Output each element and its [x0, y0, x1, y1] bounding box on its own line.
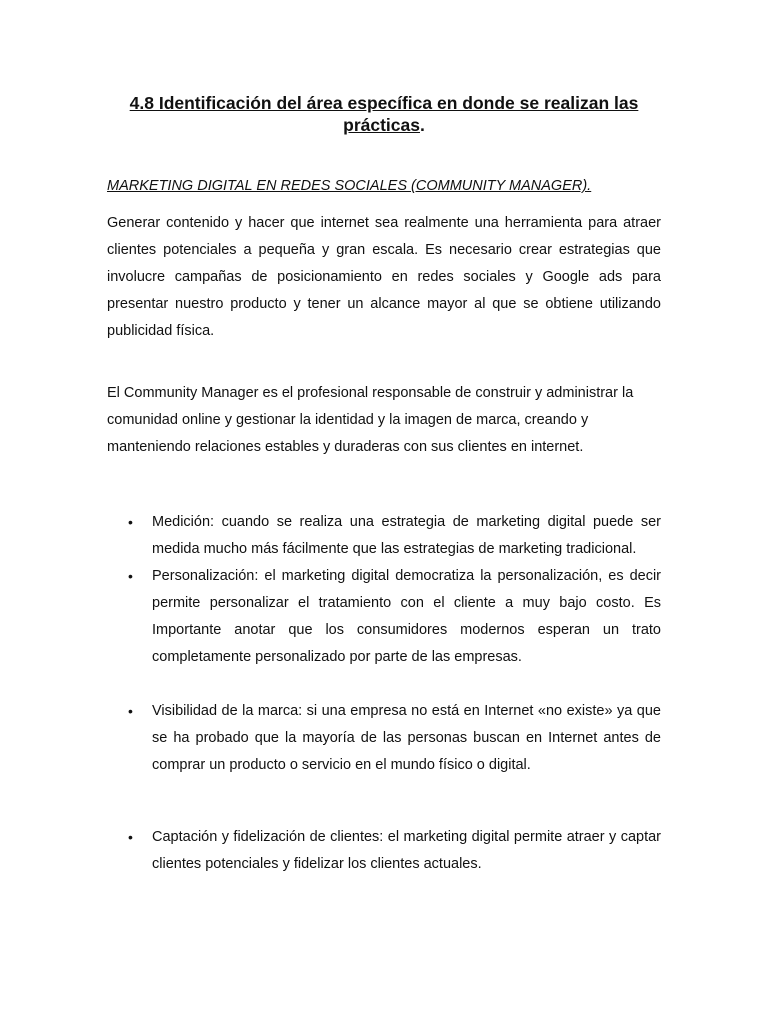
bullet-icon: •	[128, 568, 133, 584]
paragraph-intro: Generar contenido y hacer que internet sea realmente una herramienta para atraer clientes potenciales a pequeña y gran escala. Es necesario crear estrategias que involucre campañas de posicionamiento en redes sociales y Google ads para presentar nuestro producto y tener un alcance mayor al que se obtiene utilizando publicidad física.	[107, 215, 661, 339]
bullet-icon: •	[128, 703, 133, 719]
section-heading	[100, 92, 668, 136]
list-item-text: Captación y fidelización de clientes: el marketing digital permite atraer y captar clientes potenciales y fidelizar los clientes actuales.	[152, 829, 661, 872]
paragraph-community-manager: El Community Manager es el profesional responsable de construir y administrar la comunidad online y gestionar la identidad y la imagen de marca, creando y manteniendo relaciones estables y duraderas con sus clientes en internet.	[107, 385, 634, 455]
list-item-text: Personalización: el marketing digital democratiza la personalización, es decir permite personalizar el tratamiento con el cliente a muy bajo costo. Es Importante anotar que los consumidores modernos esperan un trato completamente personalizado por parte de las empresas.	[152, 568, 661, 665]
list-item-text: Medición: cuando se realiza una estrategia de marketing digital puede ser medida mucho más fácilmente que las estrategias de marketing tradicional.	[152, 514, 661, 557]
list-item-personalizacion	[107, 563, 661, 671]
list-item-captacion	[107, 824, 661, 878]
section-subtitle: MARKETING DIGITAL EN REDES SOCIALES (COMMUNITY MANAGER).	[107, 178, 592, 194]
bullet-icon: •	[128, 829, 133, 845]
bullet-icon: •	[128, 514, 133, 530]
section-heading-text: 4.8 Identificación del área específica en donde se realizan las prácticas	[129, 93, 639, 135]
list-item-visibilidad	[107, 698, 661, 779]
list-item-medicion	[107, 509, 661, 563]
list-item-text: Visibilidad de la marca: si una empresa no está en Internet «no existe» ya que se ha probado que la mayoría de las personas buscan en Internet antes de comprar un producto o servicio en el mundo físico o digital.	[152, 703, 661, 773]
section-heading-period: .	[419, 115, 425, 135]
benefits-list	[107, 509, 661, 878]
